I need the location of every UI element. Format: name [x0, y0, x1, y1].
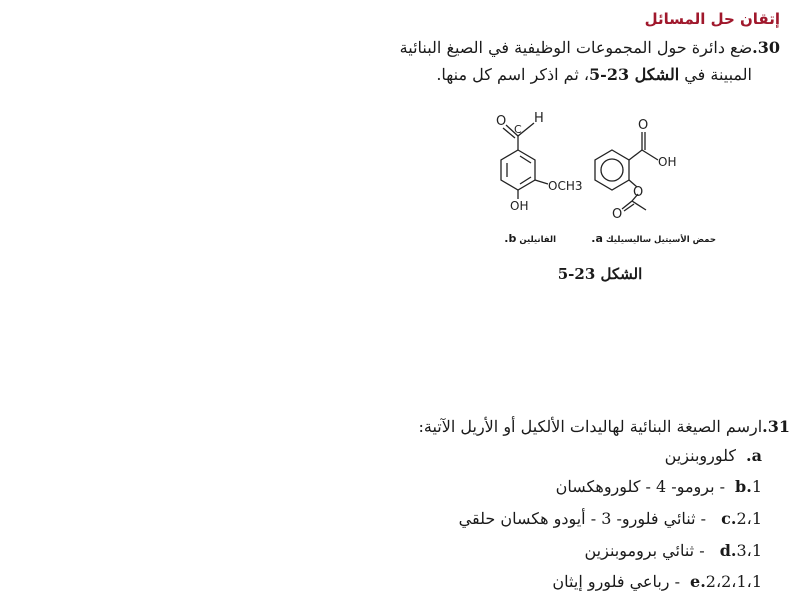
vanillin-hydrogen-label: H: [534, 111, 544, 126]
option-b-letter: b.: [735, 477, 752, 496]
option-e: [552, 572, 762, 591]
option-c: [459, 509, 762, 528]
vanillin-methoxy-label: OCH3: [548, 179, 583, 193]
vanillin-oxygen-label: O: [496, 114, 507, 129]
aspirin-acetyl-oxygen-label: O: [612, 207, 623, 222]
molecule-a-name: حمض الأسيتيل ساليسيليك: [605, 235, 716, 245]
molecule-b-letter: b.: [504, 232, 517, 245]
section-title: إتقان حل المسائل: [644, 10, 780, 28]
option-d-letter: d.: [719, 541, 737, 560]
option-b-text: 1- برومو- 4 - كلوروهكسان: [555, 477, 762, 496]
question-30-line2: [436, 65, 752, 84]
question-30-line2-prefix: المبينة في: [684, 65, 752, 84]
aspirin-carbonyl-oxygen-label: O: [638, 118, 649, 133]
option-a-text: كلوروبنزين: [664, 446, 737, 465]
vanillin-carbon-label: C: [514, 123, 522, 136]
question-31-text: ارسم الصيغة البنائية لهاليدات الألكيل أو الأريل الآتية:: [418, 417, 763, 436]
option-c-letter: c.: [721, 509, 737, 528]
vanillin-hydroxyl-label: OH: [510, 199, 529, 213]
aspirin-hydroxyl-label: OH: [658, 155, 677, 169]
option-b: [556, 477, 762, 496]
option-d-text: 3،1 - ثنائي بروموبنزين: [584, 541, 762, 560]
molecule-b-vanillin: [501, 123, 548, 199]
option-e-letter: e.: [690, 572, 706, 591]
option-d: [585, 541, 763, 560]
option-a-letter: a.: [746, 446, 762, 465]
question-30-figure-ref: الشكل 23-5: [589, 65, 680, 84]
question-30-line2-suffix: ، ثم اذكر اسم كل منها.: [436, 65, 590, 84]
molecule-b-caption: [504, 232, 556, 245]
molecule-a-caption: [591, 232, 716, 245]
option-c-text: 2،1 - ثنائي فلورو- 3 - أيودو هكسان حلقي: [458, 509, 762, 528]
question-31-line: [418, 417, 790, 436]
question-31-number: 31.: [762, 417, 790, 436]
question-30-line1: [400, 38, 780, 57]
question-30-number: 30.: [752, 38, 780, 57]
vanillin-ring: [501, 150, 535, 190]
option-e-text: 2،2،1،1- رباعي فلورو إيثان: [552, 572, 762, 591]
aspirin-ring: [595, 150, 629, 190]
option-a: [665, 446, 762, 465]
question-30-text: ضع دائرة حول المجموعات الوظيفية في الصيغ البنائية: [399, 38, 753, 57]
molecule-a-letter: a.: [591, 232, 603, 245]
molecule-a-aspirin: [595, 132, 658, 211]
aspirin-ester-oxygen-label: O: [633, 185, 644, 200]
molecule-b-name: الفانيلين: [519, 235, 556, 245]
figure-caption: الشكل 23-5: [557, 265, 643, 283]
